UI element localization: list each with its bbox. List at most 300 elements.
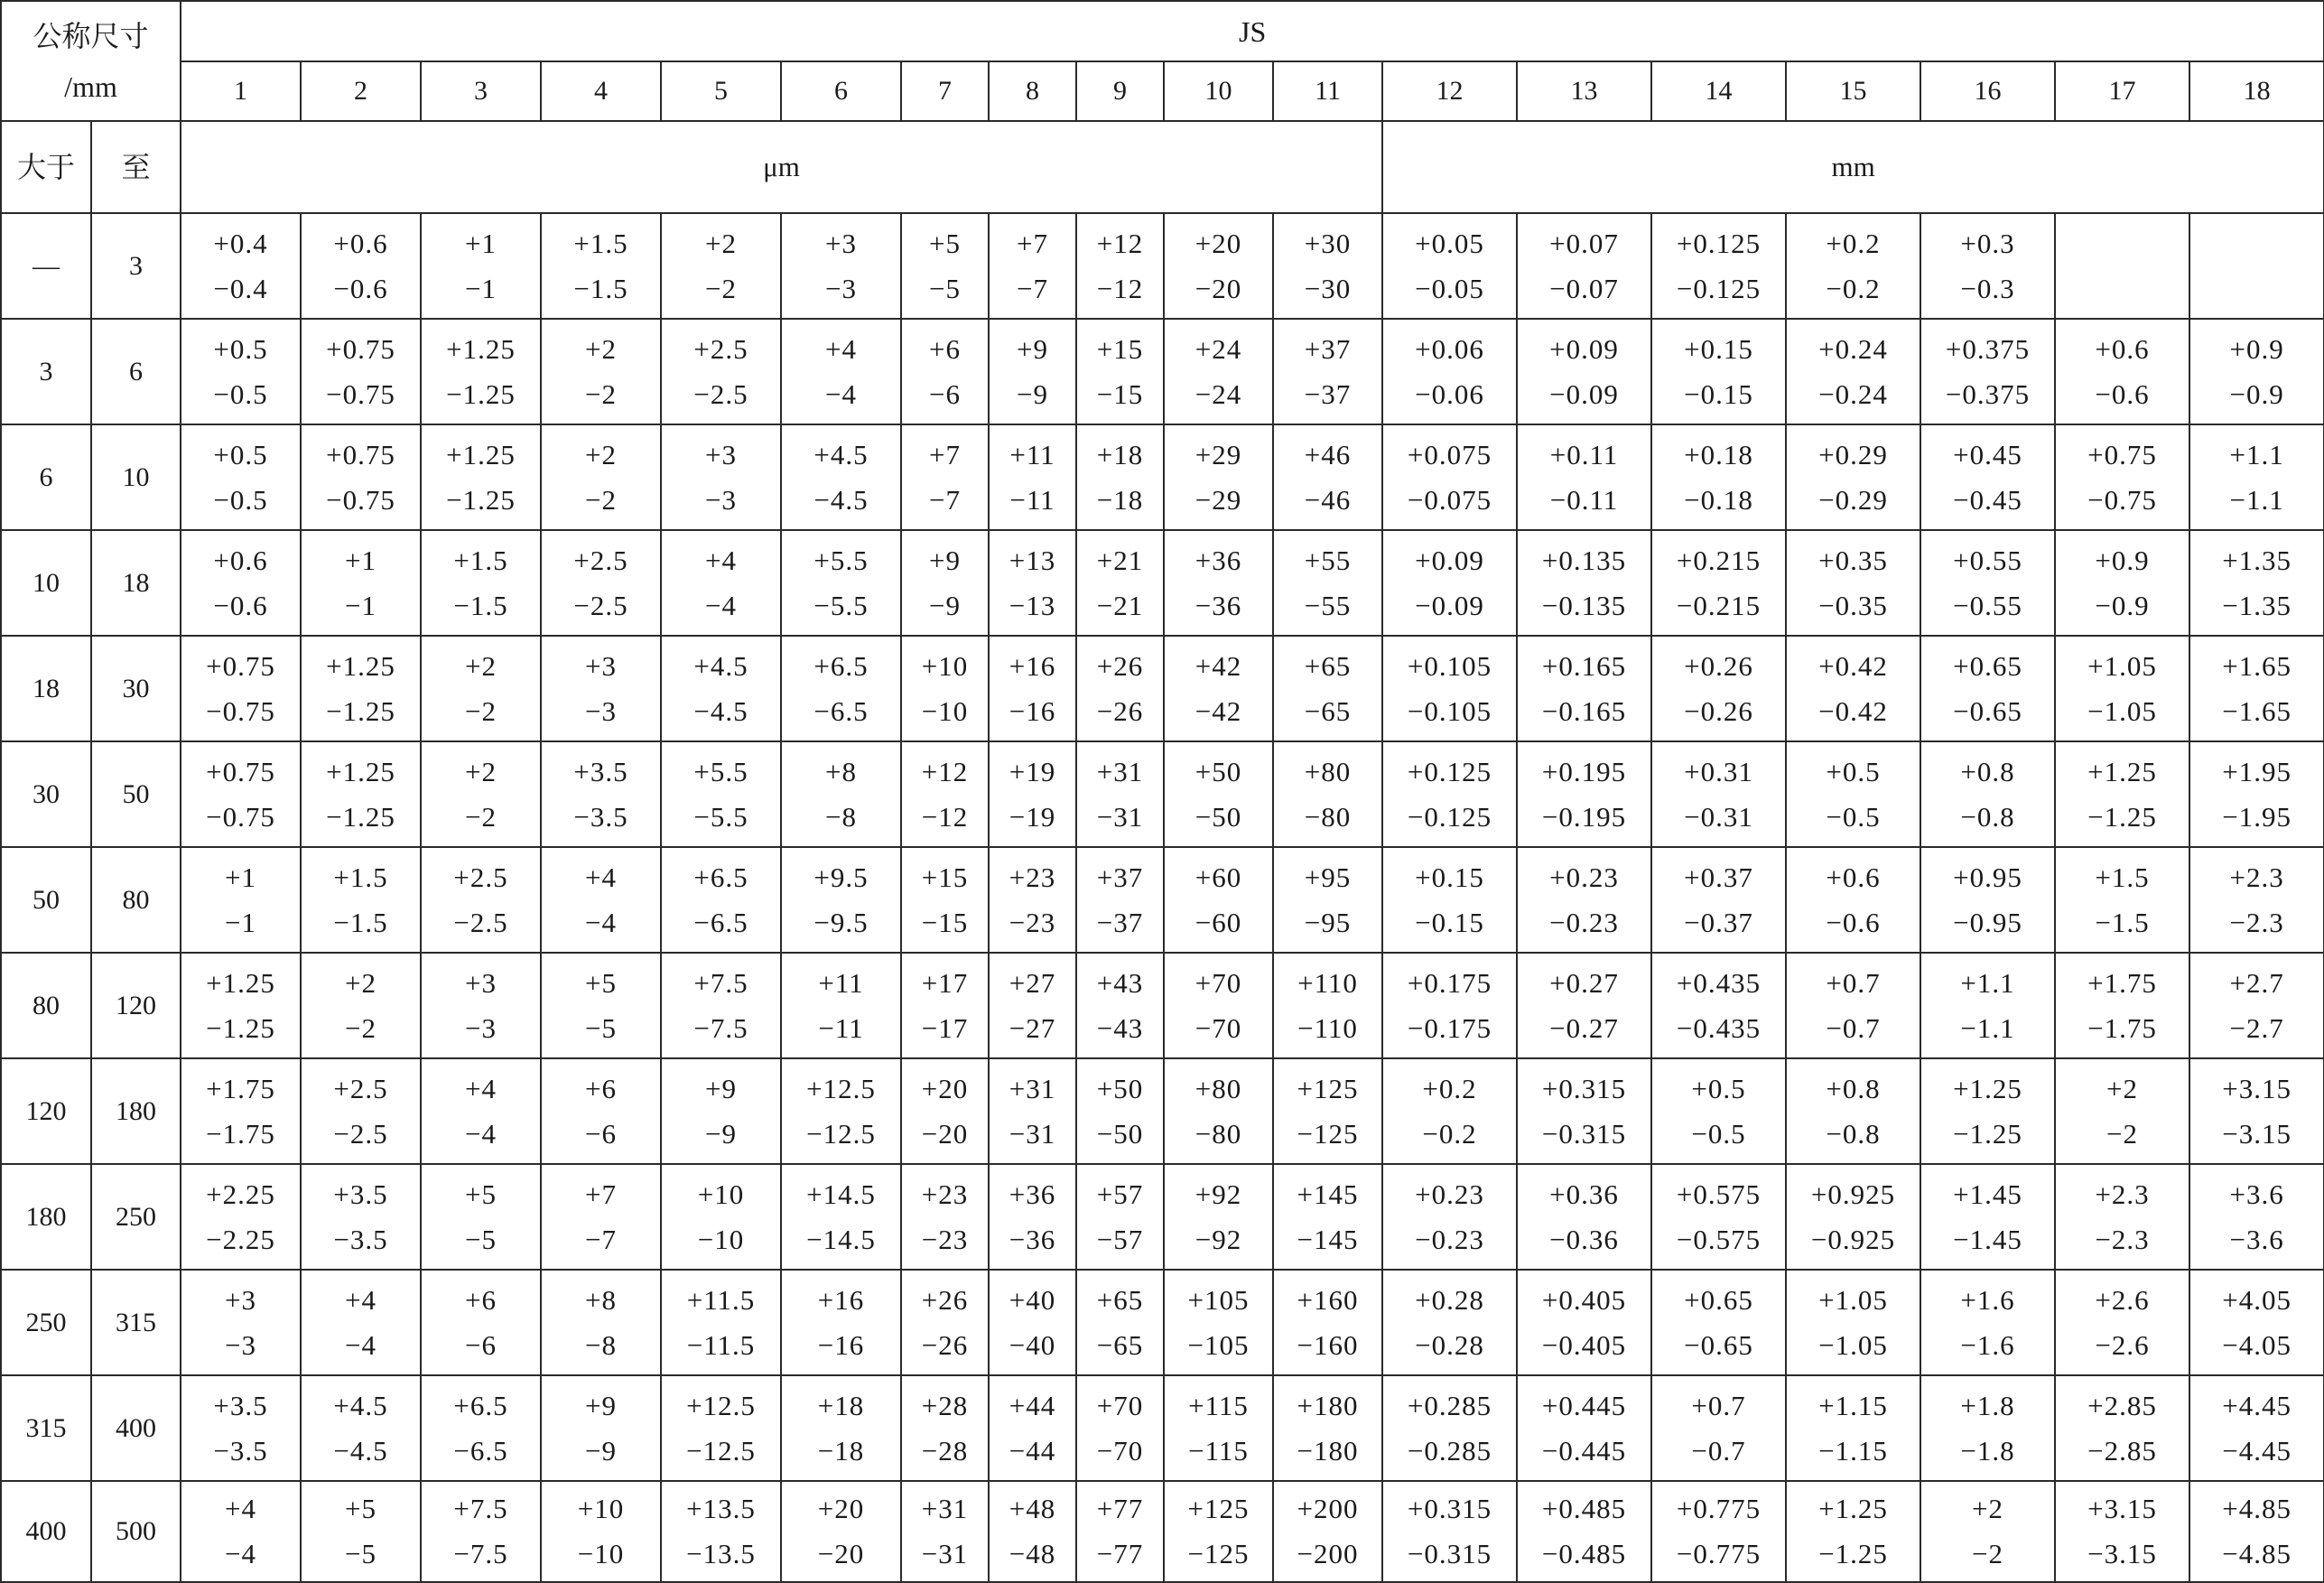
upper-deviation: +4: [345, 1283, 376, 1316]
lower-deviation: −1.1: [2229, 483, 2284, 516]
tolerance-cell: [181, 1375, 301, 1481]
size-from: 315: [1, 1375, 91, 1481]
tolerance-cell: [2189, 636, 2324, 741]
tolerance-cell: [1786, 1164, 1920, 1270]
upper-deviation: +0.75: [326, 438, 395, 470]
lower-deviation: −18: [817, 1434, 865, 1467]
upper-deviation: +23: [921, 1178, 969, 1210]
upper-deviation: +2: [345, 966, 376, 999]
size-to: 500: [91, 1481, 181, 1582]
lower-deviation: −0.2: [1422, 1117, 1477, 1150]
upper-deviation: +1: [225, 861, 256, 893]
upper-deviation: +1: [465, 227, 497, 259]
tolerance-cell: [1164, 636, 1273, 741]
tolerance-cell: [1076, 741, 1164, 847]
upper-deviation: +0.28: [1415, 1283, 1484, 1316]
tolerance-cell: [781, 213, 901, 319]
tolerance-cell: [1920, 1270, 2055, 1375]
upper-deviation: +17: [921, 966, 969, 999]
upper-deviation: +0.24: [1818, 332, 1888, 365]
tolerance-cell: [781, 530, 901, 636]
tolerance-cell: [1517, 213, 1651, 319]
upper-deviation: +1.15: [1818, 1389, 1888, 1421]
upper-deviation: +5.5: [693, 755, 748, 787]
upper-deviation: +3.5: [573, 755, 628, 787]
grade-header-12: 12: [1382, 61, 1517, 121]
tolerance-cell: [781, 319, 901, 424]
lower-deviation: −4.85: [2222, 1538, 2291, 1569]
upper-deviation: +0.445: [1541, 1389, 1627, 1421]
tolerance-cell: [181, 847, 301, 953]
upper-deviation: +0.375: [1945, 332, 2031, 365]
tolerance-cell: [1076, 1270, 1164, 1375]
lower-deviation: −9.5: [813, 906, 869, 938]
tolerance-cell: [301, 636, 421, 741]
tolerance-cell: [661, 1058, 781, 1164]
upper-deviation: +4.5: [333, 1389, 388, 1421]
tolerance-cell: [301, 424, 421, 530]
tolerance-cell: [1076, 1058, 1164, 1164]
upper-deviation: +36: [1195, 544, 1242, 576]
tolerance-cell: [989, 636, 1076, 741]
upper-deviation: +1.5: [573, 227, 628, 259]
tolerance-cell: [2189, 319, 2324, 424]
from-header: 大于: [1, 121, 91, 213]
upper-deviation: +0.09: [1549, 332, 1619, 365]
upper-deviation: +29: [1195, 438, 1242, 470]
lower-deviation: −28: [921, 1434, 969, 1467]
lower-deviation: −13: [1009, 589, 1056, 621]
lower-deviation: −1.1: [1960, 1011, 2015, 1044]
upper-deviation: +36: [1009, 1178, 1056, 1210]
upper-deviation: +0.29: [1818, 438, 1888, 470]
upper-deviation: +0.9: [2229, 332, 2284, 365]
table-row: [1, 741, 2324, 847]
lower-deviation: −12: [921, 800, 969, 833]
lower-deviation: −46: [1304, 483, 1352, 516]
lower-deviation: −1: [345, 589, 376, 621]
upper-deviation: +0.435: [1676, 966, 1762, 999]
tolerance-cell: [1382, 1164, 1517, 1270]
size-from: 6: [1, 424, 91, 530]
upper-deviation: +27: [1009, 966, 1056, 999]
upper-deviation: +0.35: [1818, 544, 1888, 576]
tolerance-cell: [2189, 741, 2324, 847]
tolerance-cell: [1164, 213, 1273, 319]
upper-deviation: +8: [825, 755, 857, 787]
lower-deviation: −1.25: [2087, 800, 2157, 833]
tolerance-cell: [541, 1375, 661, 1481]
upper-deviation: +0.215: [1676, 544, 1762, 576]
tolerance-cell: [989, 1164, 1076, 1270]
upper-deviation: +0.27: [1549, 966, 1619, 999]
size-from: 180: [1, 1164, 91, 1270]
lower-deviation: −160: [1297, 1328, 1359, 1361]
grade-header-1: 1: [181, 61, 301, 121]
tolerance-cell: [421, 1375, 541, 1481]
lower-deviation: −1.05: [1818, 1328, 1888, 1361]
tolerance-cell: [1651, 1270, 1786, 1375]
upper-deviation: +13.5: [686, 1493, 756, 1524]
upper-deviation: +0.125: [1676, 227, 1762, 259]
tolerance-cell: [1164, 319, 1273, 424]
lower-deviation: −0.315: [1541, 1117, 1627, 1150]
upper-deviation: +4.85: [2222, 1493, 2291, 1524]
upper-deviation: +9: [705, 1072, 737, 1104]
grade-header-2: 2: [301, 61, 421, 121]
tolerance-cell: [1382, 741, 1517, 847]
lower-deviation: −95: [1304, 906, 1352, 938]
tolerance-cell: [1517, 1164, 1651, 1270]
lower-deviation: −1: [465, 272, 497, 304]
tolerance-cell: [1164, 953, 1273, 1058]
upper-deviation: +5: [929, 227, 961, 259]
upper-deviation: +0.925: [1810, 1178, 1896, 1210]
tolerance-cell: [1517, 741, 1651, 847]
upper-deviation: +1.25: [326, 649, 395, 682]
tolerance-cell: [2055, 741, 2189, 847]
upper-deviation: +9: [929, 544, 961, 576]
tolerance-cell: [421, 1270, 541, 1375]
tolerance-cell: [421, 953, 541, 1058]
upper-deviation: +1.6: [1960, 1283, 2015, 1316]
upper-deviation: +0.15: [1415, 861, 1484, 893]
tolerance-cell: [1651, 1058, 1786, 1164]
tolerance-cell: [2055, 424, 2189, 530]
tolerance-cell: [421, 1481, 541, 1582]
lower-deviation: −40: [1009, 1328, 1056, 1361]
tolerance-cell: [661, 953, 781, 1058]
upper-deviation: +46: [1304, 438, 1352, 470]
tolerance-cell: [989, 530, 1076, 636]
lower-deviation: −36: [1195, 589, 1242, 621]
lower-deviation: −0.195: [1541, 800, 1627, 833]
lower-deviation: −9: [929, 589, 961, 621]
lower-deviation: −0.5: [1826, 800, 1881, 833]
upper-deviation: +15: [1096, 332, 1144, 365]
lower-deviation: −1.5: [2095, 906, 2150, 938]
lower-deviation: −180: [1297, 1434, 1359, 1467]
table-row: [1, 953, 2324, 1058]
nominal-size-unit: /mm: [64, 70, 117, 103]
tolerance-cell: [1651, 1375, 1786, 1481]
upper-deviation: +31: [1009, 1072, 1056, 1104]
tolerance-cell: [181, 424, 301, 530]
tolerance-cell: [1920, 530, 2055, 636]
upper-deviation: +0.5: [213, 332, 268, 365]
tolerance-cell: [901, 741, 989, 847]
upper-deviation: +1.5: [2095, 861, 2150, 893]
grade-header-6: 6: [781, 61, 901, 121]
upper-deviation: +0.75: [206, 755, 275, 787]
lower-deviation: −6: [585, 1117, 617, 1150]
tolerance-cell: [541, 213, 661, 319]
size-to: 30: [91, 636, 181, 741]
tolerance-cell: [901, 1375, 989, 1481]
tolerance-cell: [781, 1481, 901, 1582]
tolerance-cell: [901, 1270, 989, 1375]
upper-deviation: +7: [1017, 227, 1048, 259]
header-row-grade-group: [1, 1, 2324, 61]
tolerance-cell: [1920, 741, 2055, 847]
js-header: JS: [181, 1, 2324, 61]
tolerance-cell: [989, 319, 1076, 424]
upper-deviation: +200: [1297, 1493, 1359, 1524]
size-to: 50: [91, 741, 181, 847]
tolerance-cell: [901, 953, 989, 1058]
tolerance-cell: [2189, 424, 2324, 530]
upper-deviation: +2.5: [453, 861, 508, 893]
tolerance-cell: [1517, 953, 1651, 1058]
tolerance-cell: [901, 530, 989, 636]
tolerance-cell: [1517, 424, 1651, 530]
lower-deviation: −4: [345, 1328, 376, 1361]
tolerance-cell: [781, 847, 901, 953]
tolerance-cell: [1164, 530, 1273, 636]
lower-deviation: −0.175: [1407, 1011, 1492, 1044]
to-header: 至: [91, 121, 181, 213]
tolerance-cell: [1164, 741, 1273, 847]
tolerance-cell: [1651, 1164, 1786, 1270]
upper-deviation: +4.05: [2222, 1283, 2291, 1316]
tolerance-cell: [989, 1058, 1076, 1164]
lower-deviation: −0.36: [1549, 1223, 1619, 1255]
tolerance-cell: [181, 741, 301, 847]
tolerance-cell: [901, 213, 989, 319]
tolerance-cell: [1076, 1164, 1164, 1270]
tolerance-cell: [1786, 847, 1920, 953]
tolerance-cell: [541, 1058, 661, 1164]
tolerance-cell: [301, 1481, 421, 1582]
upper-deviation: +115: [1188, 1389, 1249, 1421]
tolerance-cell: [2055, 1058, 2189, 1164]
lower-deviation: −115: [1188, 1434, 1249, 1467]
lower-deviation: −30: [1304, 272, 1352, 304]
tolerance-cell: [1920, 953, 2055, 1058]
tolerance-cell: [181, 636, 301, 741]
tolerance-cell: [541, 1164, 661, 1270]
upper-deviation: +0.165: [1541, 649, 1627, 682]
lower-deviation: −3.5: [213, 1434, 268, 1467]
lower-deviation: −0.5: [213, 483, 268, 516]
lower-deviation: −7: [1017, 272, 1048, 304]
tolerance-cell: [421, 741, 541, 847]
lower-deviation: −0.6: [1826, 906, 1881, 938]
lower-deviation: −0.26: [1684, 694, 1753, 727]
tolerance-cell: [1273, 847, 1382, 953]
lower-deviation: −31: [1096, 800, 1144, 833]
upper-deviation: +0.075: [1407, 438, 1492, 470]
tolerance-cell: [781, 636, 901, 741]
table-row: [1, 213, 2324, 319]
grade-header-16: 16: [1920, 61, 2055, 121]
lower-deviation: −4: [825, 377, 857, 410]
upper-deviation: +6.5: [693, 861, 748, 893]
upper-deviation: +2.6: [2095, 1283, 2150, 1316]
lower-deviation: −0.28: [1415, 1328, 1484, 1361]
upper-deviation: +7.5: [453, 1493, 508, 1524]
lower-deviation: −3.6: [2229, 1223, 2284, 1255]
tolerance-cell: [181, 1058, 301, 1164]
tolerance-cell: [2189, 1270, 2324, 1375]
upper-deviation: +1.45: [1953, 1178, 2022, 1210]
lower-deviation: −0.6: [333, 272, 388, 304]
upper-deviation: +0.405: [1541, 1283, 1627, 1316]
size-to: 3: [91, 213, 181, 319]
tolerance-cell: [1382, 530, 1517, 636]
tolerance-cell: [661, 1375, 781, 1481]
tolerance-cell: [1517, 319, 1651, 424]
tolerance-cell: [1920, 1164, 2055, 1270]
upper-deviation: +1.25: [1818, 1493, 1888, 1524]
unit-mm-header: mm: [1382, 121, 2324, 213]
upper-deviation: +7: [929, 438, 961, 470]
lower-deviation: −13.5: [686, 1538, 756, 1569]
tolerance-cell: [421, 213, 541, 319]
upper-deviation: +16: [817, 1283, 865, 1316]
tolerance-cell: [1517, 1375, 1651, 1481]
lower-deviation: −0.31: [1684, 800, 1753, 833]
upper-deviation: +1.5: [453, 544, 508, 576]
lower-deviation: −0.2: [1826, 272, 1881, 304]
tolerance-cell: [1076, 636, 1164, 741]
tolerance-cell: [1273, 424, 1382, 530]
upper-deviation: +0.37: [1684, 861, 1753, 893]
size-from: 80: [1, 953, 91, 1058]
lower-deviation: −0.23: [1415, 1223, 1484, 1255]
tolerance-cell: [781, 741, 901, 847]
upper-deviation: +1.25: [1953, 1072, 2022, 1104]
tolerance-cell: [1382, 1058, 1517, 1164]
upper-deviation: +14.5: [806, 1178, 876, 1210]
lower-deviation: −29: [1195, 483, 1242, 516]
lower-deviation: −0.8: [1826, 1117, 1881, 1150]
lower-deviation: −9: [705, 1117, 737, 1150]
lower-deviation: −2: [345, 1011, 376, 1044]
upper-deviation: +60: [1195, 861, 1242, 893]
upper-deviation: +0.105: [1407, 649, 1492, 682]
grade-header-9: 9: [1076, 61, 1164, 121]
upper-deviation: +26: [1096, 649, 1144, 682]
upper-deviation: +3: [825, 227, 857, 259]
tolerance-cell: [1273, 1058, 1382, 1164]
tolerance-cell: [1382, 1481, 1517, 1582]
upper-deviation: +92: [1195, 1178, 1242, 1210]
tolerance-cell: [1273, 953, 1382, 1058]
tolerance-cell: [661, 1164, 781, 1270]
tolerance-cell: [301, 319, 421, 424]
lower-deviation: −57: [1096, 1223, 1144, 1255]
lower-deviation: −42: [1195, 694, 1242, 727]
lower-deviation: −0.07: [1549, 272, 1619, 304]
upper-deviation: +3.5: [333, 1178, 388, 1210]
lower-deviation: −6.5: [453, 1434, 508, 1467]
size-from: 120: [1, 1058, 91, 1164]
lower-deviation: −0.575: [1676, 1223, 1762, 1255]
table-row: [1, 1058, 2324, 1164]
tolerance-cell: [541, 953, 661, 1058]
lower-deviation: −3.5: [333, 1223, 388, 1255]
lower-deviation: −12.5: [686, 1434, 756, 1467]
tolerance-cell: [1273, 1481, 1382, 1582]
upper-deviation: +1.5: [333, 861, 388, 893]
tolerance-cell: [1786, 213, 1920, 319]
lower-deviation: −0.95: [1953, 906, 2022, 938]
tolerance-cell: [1651, 953, 1786, 1058]
lower-deviation: −0.5: [1691, 1117, 1746, 1150]
lower-deviation: −1.05: [2087, 694, 2157, 727]
lower-deviation: −1.5: [453, 589, 508, 621]
tolerance-cell: [301, 847, 421, 953]
grade-header-11: 11: [1273, 61, 1382, 121]
upper-deviation: +0.125: [1407, 755, 1492, 787]
tolerance-cell: [1382, 953, 1517, 1058]
upper-deviation: +2.5: [693, 332, 748, 365]
upper-deviation: +0.55: [1953, 544, 2022, 576]
tolerance-cell: [2055, 953, 2189, 1058]
lower-deviation: −4.5: [333, 1434, 388, 1467]
upper-deviation: +4.45: [2222, 1389, 2291, 1421]
lower-deviation: −0.45: [1953, 483, 2022, 516]
tolerance-cell: [661, 741, 781, 847]
lower-deviation: −0.125: [1407, 800, 1492, 833]
tolerance-cell: [781, 1375, 901, 1481]
lower-deviation: −70: [1195, 1011, 1242, 1044]
upper-deviation: +9.5: [813, 861, 869, 893]
tolerance-cell: [541, 424, 661, 530]
lower-deviation: −80: [1304, 800, 1352, 833]
tolerance-cell: [1273, 1375, 1382, 1481]
lower-deviation: −105: [1187, 1328, 1250, 1361]
lower-deviation: −70: [1096, 1434, 1144, 1467]
lower-deviation: −15: [1096, 377, 1144, 410]
grade-header-15: 15: [1786, 61, 1920, 121]
upper-deviation: +40: [1009, 1283, 1056, 1316]
upper-deviation: +0.75: [206, 649, 275, 682]
tolerance-cell: [421, 636, 541, 741]
upper-deviation: +0.3: [1960, 227, 2015, 259]
tolerance-cell: [181, 1270, 301, 1375]
lower-deviation: −2.25: [206, 1223, 275, 1255]
lower-deviation: −11.5: [686, 1328, 756, 1361]
tolerance-cell: [541, 1481, 661, 1582]
lower-deviation: −27: [1009, 1011, 1056, 1044]
lower-deviation: −11: [1009, 483, 1055, 516]
tolerance-cell: [1382, 213, 1517, 319]
tolerance-cell: [301, 1375, 421, 1481]
lower-deviation: −0.06: [1415, 377, 1484, 410]
lower-deviation: −0.55: [1953, 589, 2022, 621]
tolerance-cell: [1273, 1270, 1382, 1375]
lower-deviation: −0.3: [1960, 272, 2015, 304]
upper-deviation: +3: [465, 966, 497, 999]
tolerance-cell: [1786, 953, 1920, 1058]
table-row: [1, 1375, 2324, 1481]
tolerance-cell: [901, 636, 989, 741]
upper-deviation: +0.06: [1415, 332, 1484, 365]
upper-deviation: +31: [921, 1493, 969, 1524]
upper-deviation: +5: [465, 1178, 497, 1210]
size-to: 120: [91, 953, 181, 1058]
tolerance-cell: [2189, 1375, 2324, 1481]
upper-deviation: +180: [1297, 1389, 1359, 1421]
tolerance-cell: [1651, 741, 1786, 847]
upper-deviation: +0.6: [213, 544, 268, 576]
tolerance-cell: [781, 1270, 901, 1375]
tolerance-cell: [1382, 847, 1517, 953]
lower-deviation: −2.5: [693, 377, 748, 410]
tolerance-cell: [1273, 319, 1382, 424]
